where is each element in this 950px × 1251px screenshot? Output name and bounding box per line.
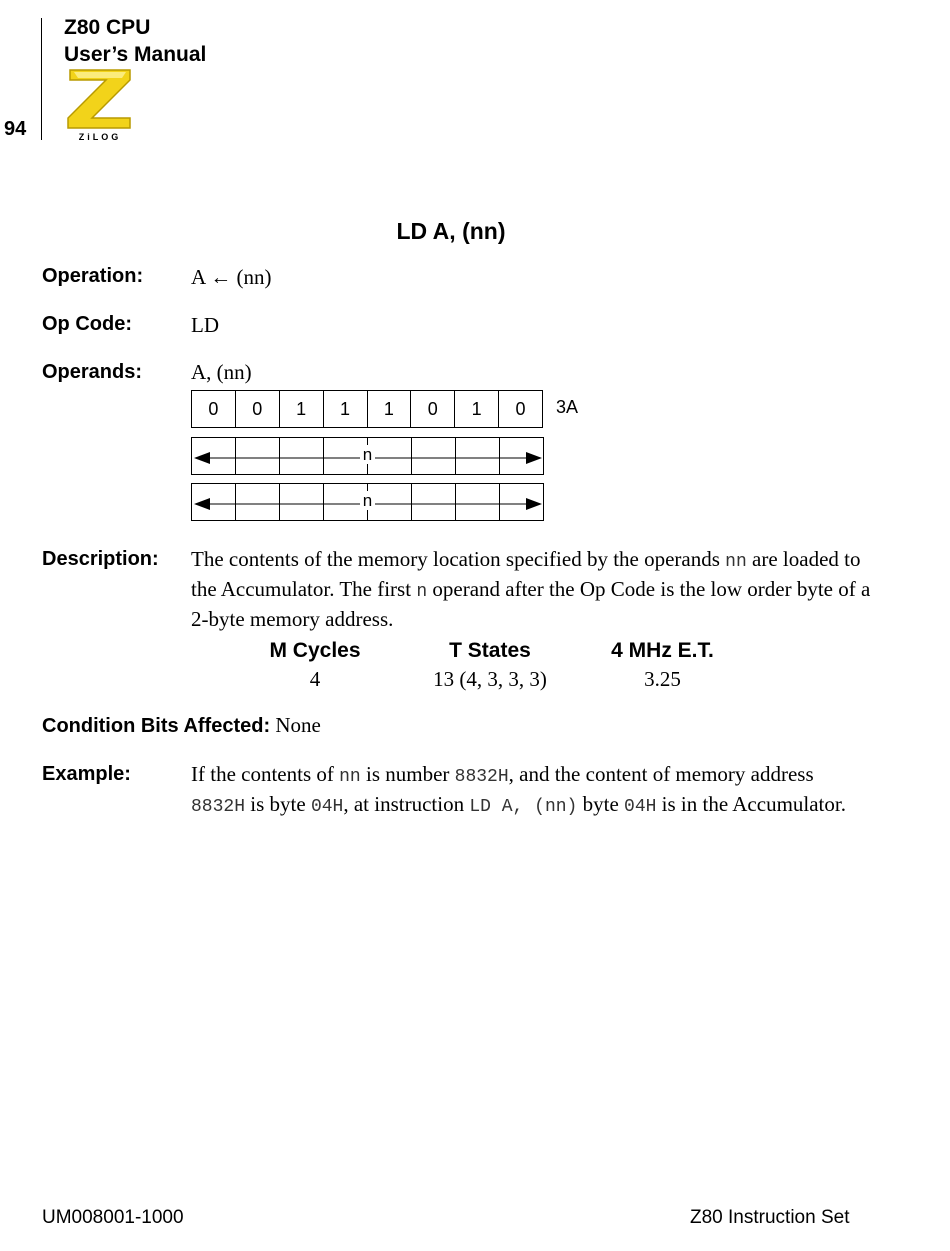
condition-row [42, 713, 321, 738]
bit-cell: 1 [455, 391, 499, 427]
opcode-bit-row [191, 390, 543, 428]
code-nn: nn [725, 552, 747, 572]
code-address: 8832H [454, 767, 509, 787]
example-label: Example: [42, 763, 131, 785]
operand-byte-label: n [360, 491, 375, 510]
footer-section-title: Z80 Instruction Set [690, 1207, 850, 1228]
timing-header-mcycles: M Cycles [269, 639, 361, 662]
operation-label: Operation: [42, 265, 144, 287]
code-n: n [416, 582, 428, 602]
description-text: The contents of the memory location specified by the operands nn are loaded to the Accumulator. The first n operand after the Op Code is the low order byte of a 2-byte memory address. [191, 547, 871, 631]
condition-label: Condition Bits Affected: [42, 715, 271, 737]
manual-title-line2: User’s Manual [64, 43, 207, 66]
code-nn: nn [339, 767, 361, 787]
manual-title-line1: Z80 CPU [64, 16, 151, 39]
operand-byte-label: n [360, 445, 375, 464]
zilog-logo [64, 68, 136, 142]
operands-label: Operands: [42, 361, 143, 383]
page-number: 94 [4, 118, 27, 140]
code-byte: 04H [624, 797, 657, 817]
operand-byte-row [191, 483, 544, 521]
condition-value: None [275, 713, 321, 737]
timing-header-et: 4 MHz E.T. [611, 639, 714, 662]
timing-header-tstates: T States [449, 639, 531, 662]
example-text: If the contents of nn is number 8832H, and the content of memory address 8832H is byte 04H, at instruction LD A, (nn) byte 04H is in the Accumulator. [191, 762, 846, 817]
header-divider [41, 18, 42, 140]
code-byte: 04H [310, 797, 344, 817]
timing-value-et: 3.25 [644, 667, 681, 691]
code-instruction: LD A, (nn) [469, 797, 578, 817]
manual-title [64, 14, 206, 68]
logo-text: ZiLOG [78, 132, 122, 142]
opcode-hex: 3A [556, 397, 579, 417]
bit-cell: 0 [515, 398, 526, 419]
bit-cell: 1 [280, 391, 324, 427]
bit-cell: 0 [411, 391, 455, 427]
bit-cell: 1 [324, 391, 368, 427]
timing-value-tstates: 13 (4, 3, 3, 3) [433, 667, 547, 691]
opcode-value: LD [191, 313, 219, 337]
operation-value: A ← (nn) [191, 265, 272, 289]
code-address: 8832H [191, 797, 246, 817]
opcode-label: Op Code: [42, 313, 132, 335]
bit-cell: 0 [192, 391, 236, 427]
zilog-logo-icon [64, 68, 136, 142]
instruction-heading: LD A, (nn) [396, 218, 506, 244]
bit-cell: 1 [368, 391, 412, 427]
operands-value: A, (nn) [191, 360, 252, 384]
description-label: Description: [42, 548, 159, 570]
bit-cell: 0 [236, 391, 280, 427]
timing-value-mcycles: 4 [309, 667, 321, 691]
footer-document-id: UM008001-1000 [42, 1207, 184, 1228]
operand-byte-row [191, 437, 544, 475]
